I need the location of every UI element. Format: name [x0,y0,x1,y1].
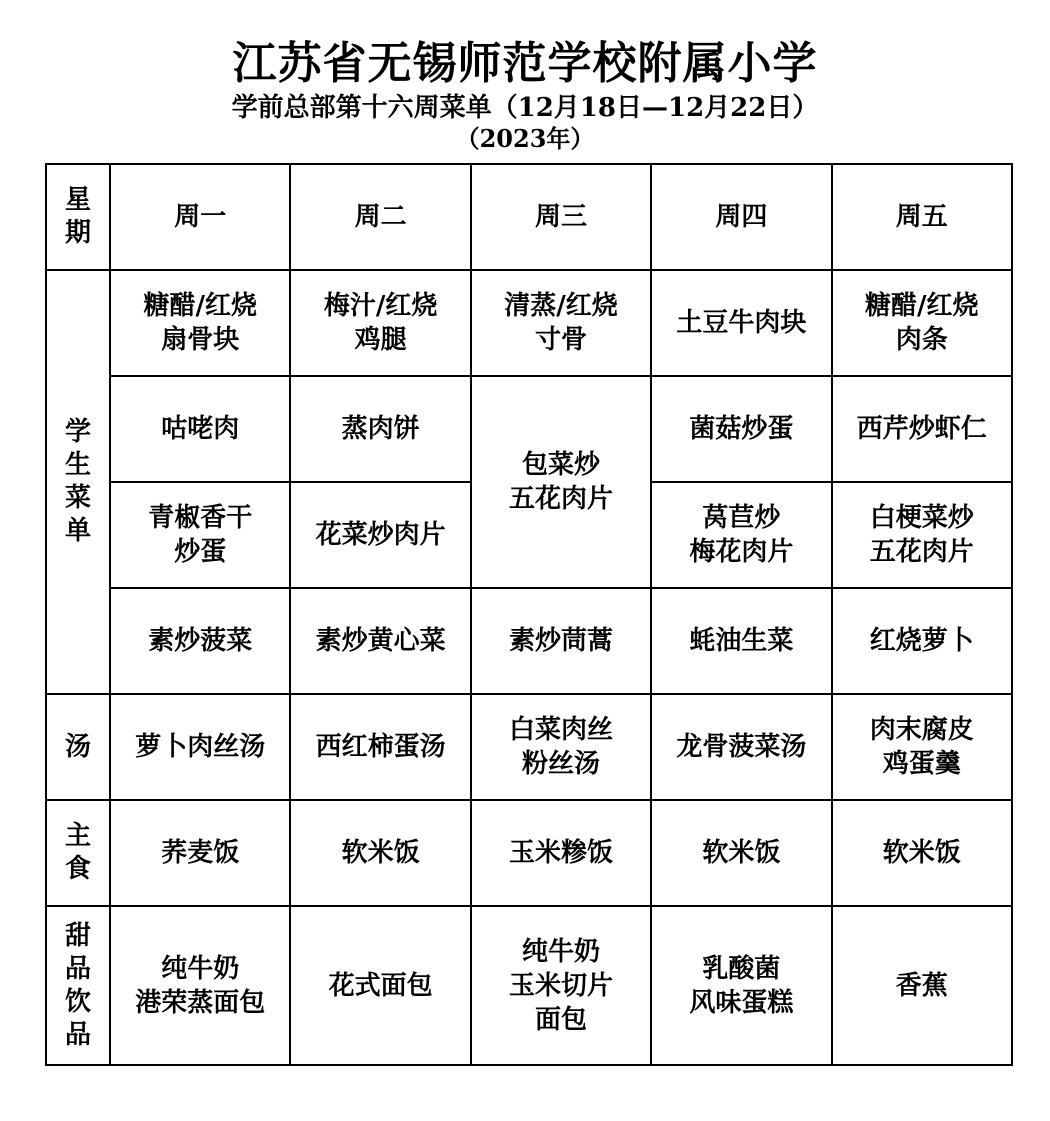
menu-cell: 软米饭 [290,800,470,906]
menu-cell: 白菜肉丝 粉丝汤 [471,694,651,800]
menu-cell: 蚝油生菜 [651,588,831,694]
menu-cell: 花式面包 [290,906,470,1065]
menu-cell: 纯牛奶 港荣蒸面包 [110,906,290,1065]
year-label: （2023年） [455,124,595,153]
menu-cell: 玉米糁饭 [471,800,651,906]
student-menu-row-1 [46,270,1012,376]
day-header: 周三 [471,164,651,270]
day-header: 周二 [290,164,470,270]
menu-cell: 软米饭 [832,800,1012,906]
menu-cell: 咕咾肉 [110,376,290,482]
menu-cell: 素炒菠菜 [110,588,290,694]
menu-cell: 荞麦饭 [110,800,290,906]
menu-cell-merged: 包菜炒 五花肉片 [471,376,651,588]
day-header: 周四 [651,164,831,270]
soup-label: 汤 [46,694,110,800]
dessert-label: 甜品饮品 [46,906,110,1065]
menu-cell: 花菜炒肉片 [290,482,470,588]
menu-cell: 素炒黄心菜 [290,588,470,694]
dessert-row [46,906,1012,1065]
corner-label: 星期 [46,164,110,270]
menu-cell: 软米饭 [651,800,831,906]
menu-cell: 西芹炒虾仁 [832,376,1012,482]
staple-row [46,800,1012,906]
menu-cell: 红烧萝卜 [832,588,1012,694]
menu-cell: 龙骨菠菜汤 [651,694,831,800]
menu-cell: 莴苣炒 梅花肉片 [651,482,831,588]
menu-cell: 蒸肉饼 [290,376,470,482]
day-header: 周一 [110,164,290,270]
student-menu-row-2 [46,376,1012,482]
student-menu-label: 学生菜单 [46,270,110,694]
menu-cell: 糖醋/红烧 扇骨块 [110,270,290,376]
menu-cell: 青椒香干 炒蛋 [110,482,290,588]
menu-cell: 菌菇炒蛋 [651,376,831,482]
table-header-row [46,164,1012,270]
page-subtitle: 学前总部第十六周菜单（12月18日—12月22日） [231,93,819,123]
menu-cell: 西红柿蛋汤 [290,694,470,800]
page-title: 江苏省无锡师范学校附属小学 [232,38,818,89]
menu-cell: 纯牛奶 玉米切片 面包 [471,906,651,1065]
day-header: 周五 [832,164,1012,270]
menu-cell: 土豆牛肉块 [651,270,831,376]
menu-cell: 肉末腐皮 鸡蛋羹 [832,694,1012,800]
menu-cell: 香蕉 [832,906,1012,1065]
soup-row [46,694,1012,800]
menu-table [45,163,1013,1066]
menu-cell: 萝卜肉丝汤 [110,694,290,800]
menu-cell: 乳酸菌 风味蛋糕 [651,906,831,1065]
student-menu-row-4 [46,588,1012,694]
menu-cell: 清蒸/红烧 寸骨 [471,270,651,376]
staple-label: 主食 [46,800,110,906]
menu-cell: 梅汁/红烧 鸡腿 [290,270,470,376]
menu-cell: 白梗菜炒 五花肉片 [832,482,1012,588]
menu-cell: 素炒茼蒿 [471,588,651,694]
menu-cell: 糖醋/红烧 肉条 [832,270,1012,376]
